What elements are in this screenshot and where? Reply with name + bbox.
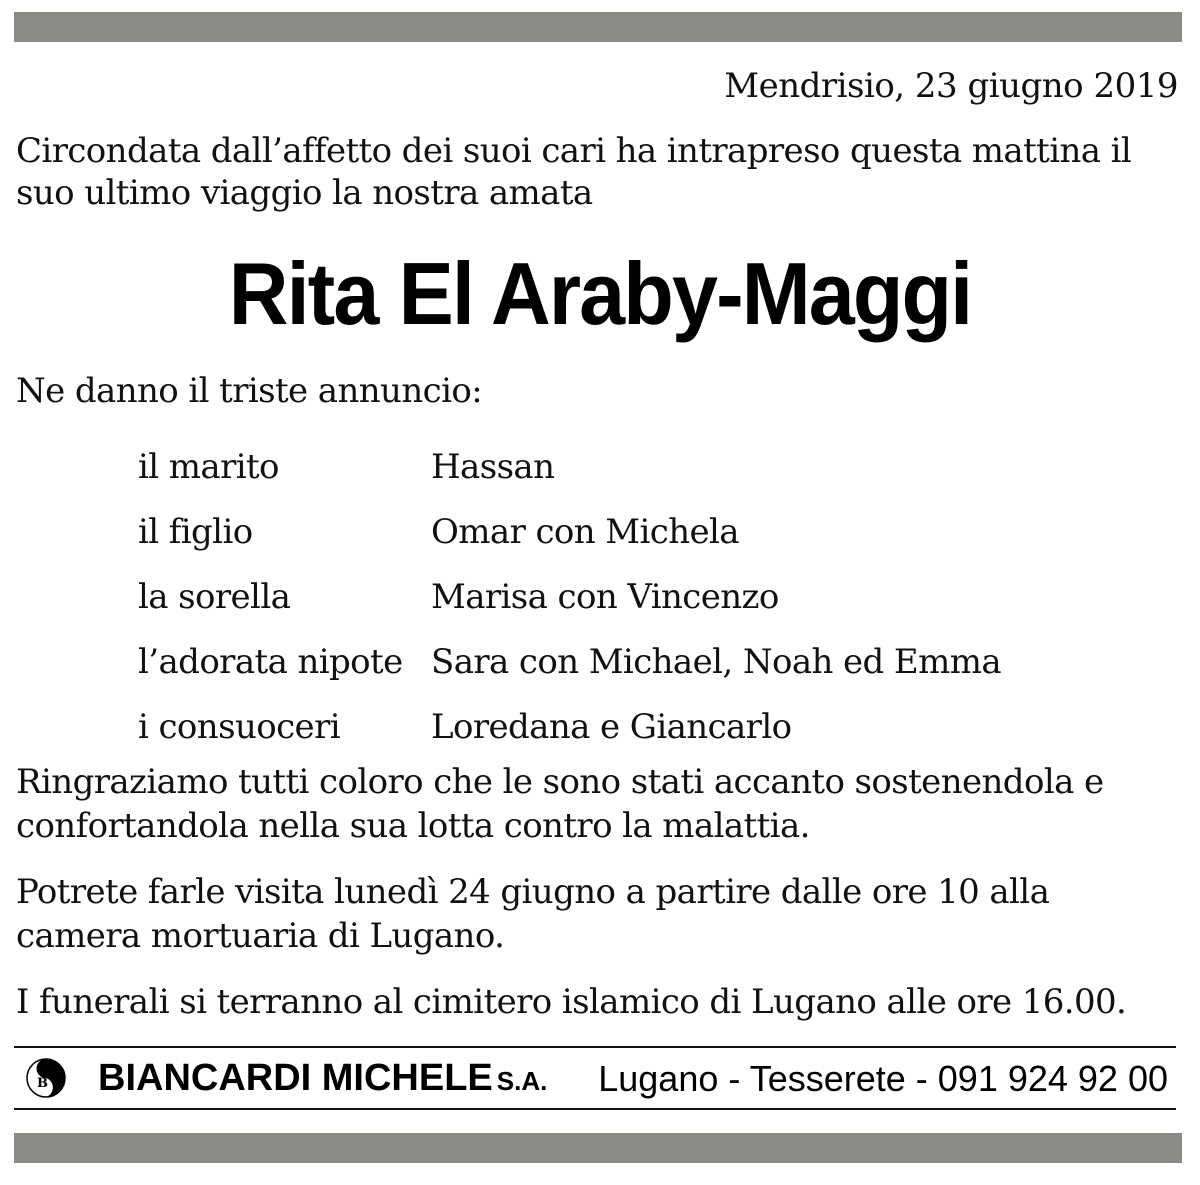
family-row bbox=[138, 629, 1138, 694]
family-names: Omar con Michela bbox=[431, 511, 739, 552]
company-contact: Lugano - Tesserete - 091 924 92 00 bbox=[598, 1058, 1168, 1099]
logo-letter: B bbox=[37, 1076, 48, 1091]
family-relation: l’adorata nipote bbox=[138, 641, 403, 682]
thanks-paragraph: Ringraziamo tutti coloro che le sono stati accanto sostenendola e confortandola nella sua lotta contro la malattia. bbox=[16, 762, 1104, 846]
family-names: Sara con Michael, Noah ed Emma bbox=[431, 641, 1002, 682]
family-relation: la sorella bbox=[138, 576, 291, 617]
family-names: Hassan bbox=[431, 446, 555, 487]
date-line: Mendrisio, 23 giugno 2019 bbox=[724, 66, 1178, 106]
bottom-decorative-bar bbox=[14, 1133, 1182, 1163]
top-decorative-bar bbox=[14, 12, 1182, 42]
funeral-home-logo-icon bbox=[26, 1058, 66, 1098]
family-row bbox=[138, 694, 1138, 759]
family-row bbox=[138, 434, 1138, 499]
company-name-text: BIANCARDI MICHELE bbox=[98, 1057, 493, 1099]
family-relation: il marito bbox=[138, 446, 279, 487]
family-relation: i consuoceri bbox=[138, 706, 340, 747]
company-suffix: S.A. bbox=[496, 1066, 548, 1096]
visit-paragraph: Potrete farle visita lunedì 24 giugno a partire dalle ore 10 alla camera mortuaria di Lugano. bbox=[16, 872, 1050, 956]
intro-text: Circondata dall’affetto dei suoi cari ha intrapreso questa mattina il suo ultimo viaggio la nostra amata bbox=[16, 131, 1132, 213]
family-row bbox=[138, 499, 1138, 564]
funeral-home-banner bbox=[14, 1046, 1176, 1110]
family-row bbox=[138, 564, 1138, 629]
company-name bbox=[98, 1056, 547, 1103]
family-relation: il figlio bbox=[138, 511, 253, 552]
announcement-intro: Ne danno il triste annuncio: bbox=[16, 371, 483, 411]
family-names: Marisa con Vincenzo bbox=[431, 576, 779, 617]
family-names: Loredana e Giancarlo bbox=[431, 706, 792, 747]
deceased-name: Rita El Araby-Maggi bbox=[228, 244, 972, 343]
funeral-paragraph: I funerali si terranno al cimitero islamico di Lugano alle ore 16.00. bbox=[16, 982, 1127, 1022]
family-list bbox=[138, 434, 1138, 759]
